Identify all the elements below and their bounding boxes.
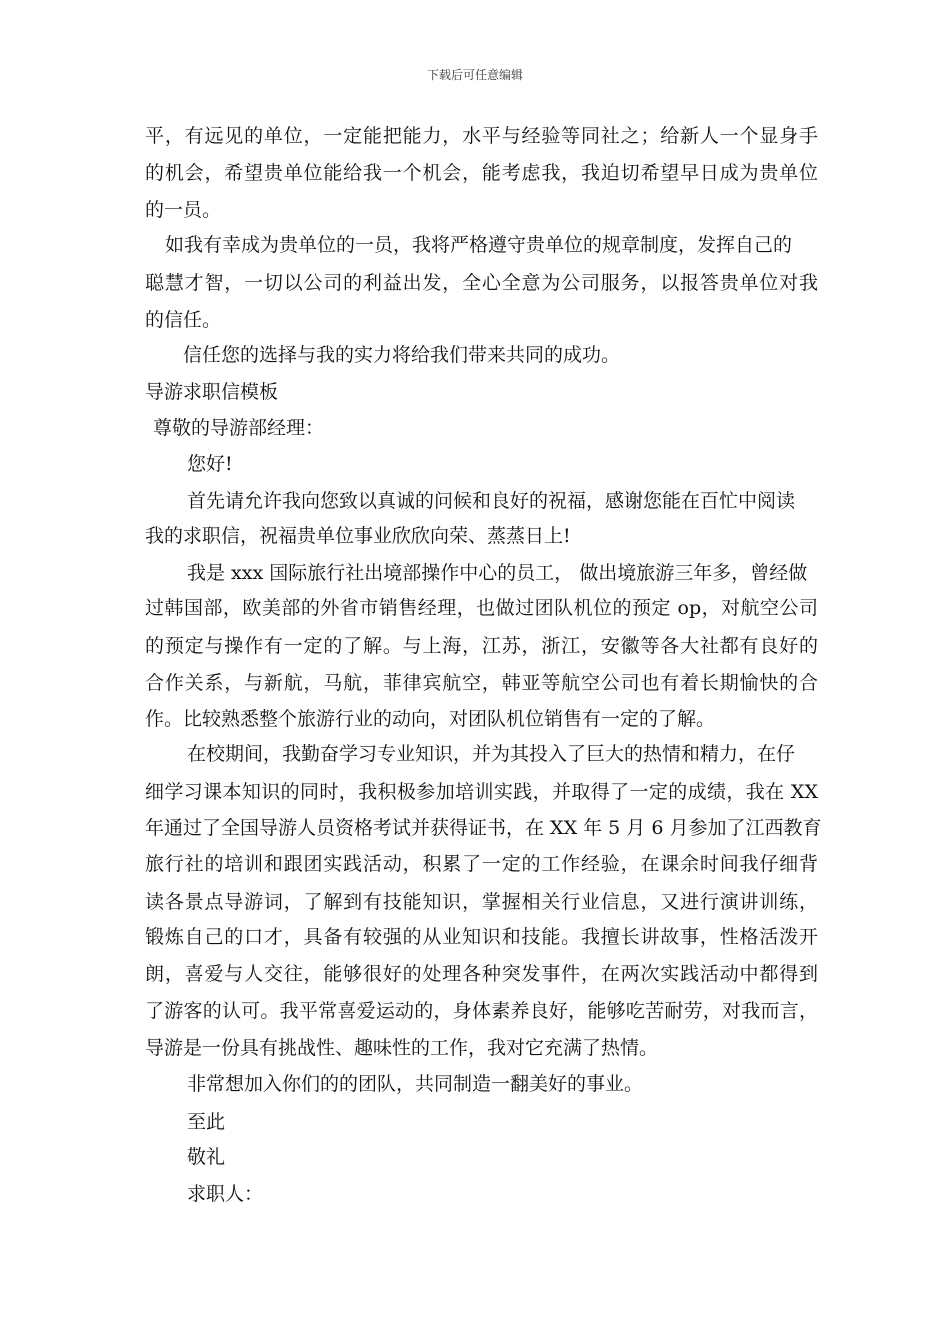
text-line: 您好! [187, 453, 233, 475]
text-line: 作。比较熟悉整个旅游行业的动向，对团队机位销售有一定的了解。 [145, 708, 716, 730]
text-line: 信任您的选择与我的实力将给我们带来共同的成功。 [183, 344, 621, 366]
text-line: 导游求职信模板 [145, 381, 279, 403]
text-line: 非常想加入你们的的团队，共同制造一翻美好的事业。 [187, 1073, 644, 1095]
text-line: 导游是一份具有挑战性、趣味性的工作，我对它充满了热情。 [145, 1037, 659, 1059]
text-line: 年通过了全国导游人员资格考试并获得证书，在 XX 年 5 月 6 月参加了江西教育 [145, 817, 822, 839]
text-line: 如我有幸成为贵单位的一员，我将严格遵守贵单位的规章制度，发挥自己的 [165, 234, 793, 256]
text-line: 过韩国部，欧美部的外省市销售经理，也做过团队机位的预定 op，对航空公司 [145, 597, 818, 619]
text-line: 读各景点导游词，了解到有技能知识，掌握相关行业信息，又进行演讲训练， [145, 891, 818, 913]
text-line: 聪慧才智，一切以公司的利益出发，全心全意为公司服务，以报答贵单位对我 [145, 272, 818, 294]
text-line: 锻炼自己的口才，具备有较强的从业知识和技能。我擅长讲故事，性格活泼开 [145, 926, 818, 948]
page-header: 下载后可任意编辑 [426, 68, 523, 82]
text-line: 敬礼 [187, 1146, 226, 1168]
text-line: 的机会，希望贵单位能给我一个机会，能考虑我，我迫切希望早日成为贵单位 [145, 162, 818, 184]
text-line: 细学习课本知识的同时，我积极参加培训实践，并取得了一定的成绩，我在 XX [145, 781, 818, 803]
text-line: 尊敬的导游部经理： [153, 417, 325, 439]
text-line: 旅行社的培训和跟团实践活动，积累了一定的工作经验，在课余时间我仔细背 [145, 853, 818, 875]
text-line: 了游客的认可。我平常喜爱运动的，身体素养良好，能够吃苦耐劳，对我而言， [145, 1000, 818, 1022]
text-line: 的预定与操作有一定的了解。与上海，江苏，浙江，安徽等各大社都有良好的 [145, 635, 818, 657]
text-line: 我的求职信，祝福贵单位事业欣欣向荣、蒸蒸日上! [145, 525, 571, 547]
text-line: 的信任。 [145, 309, 222, 331]
text-line: 合作关系，与新航，马航，菲律宾航空，韩亚等航空公司也有着长期愉快的合 [145, 672, 818, 694]
text-line: 首先请允许我向您致以真诚的问候和良好的祝福，感谢您能在百忙中阅读 [187, 490, 796, 512]
text-line: 平，有远见的单位，一定能把能力，水平与经验等同社之；给新人一个显身手 [145, 125, 818, 147]
text-line: 的一员。 [145, 199, 222, 221]
text-line: 求职人： [187, 1183, 264, 1205]
text-line: 朗，喜爱与人交往，能够很好的处理各种突发事件，在两次实践活动中都得到 [145, 963, 818, 985]
text-line: 至此 [187, 1111, 226, 1133]
text-line: 我是 xxx 国际旅行社出境部操作中心的员工， 做出境旅游三年多，曾经做 [187, 562, 808, 584]
text-line: 在校期间，我勤奋学习专业知识，并为其投入了巨大的热情和精力，在仔 [187, 743, 796, 765]
